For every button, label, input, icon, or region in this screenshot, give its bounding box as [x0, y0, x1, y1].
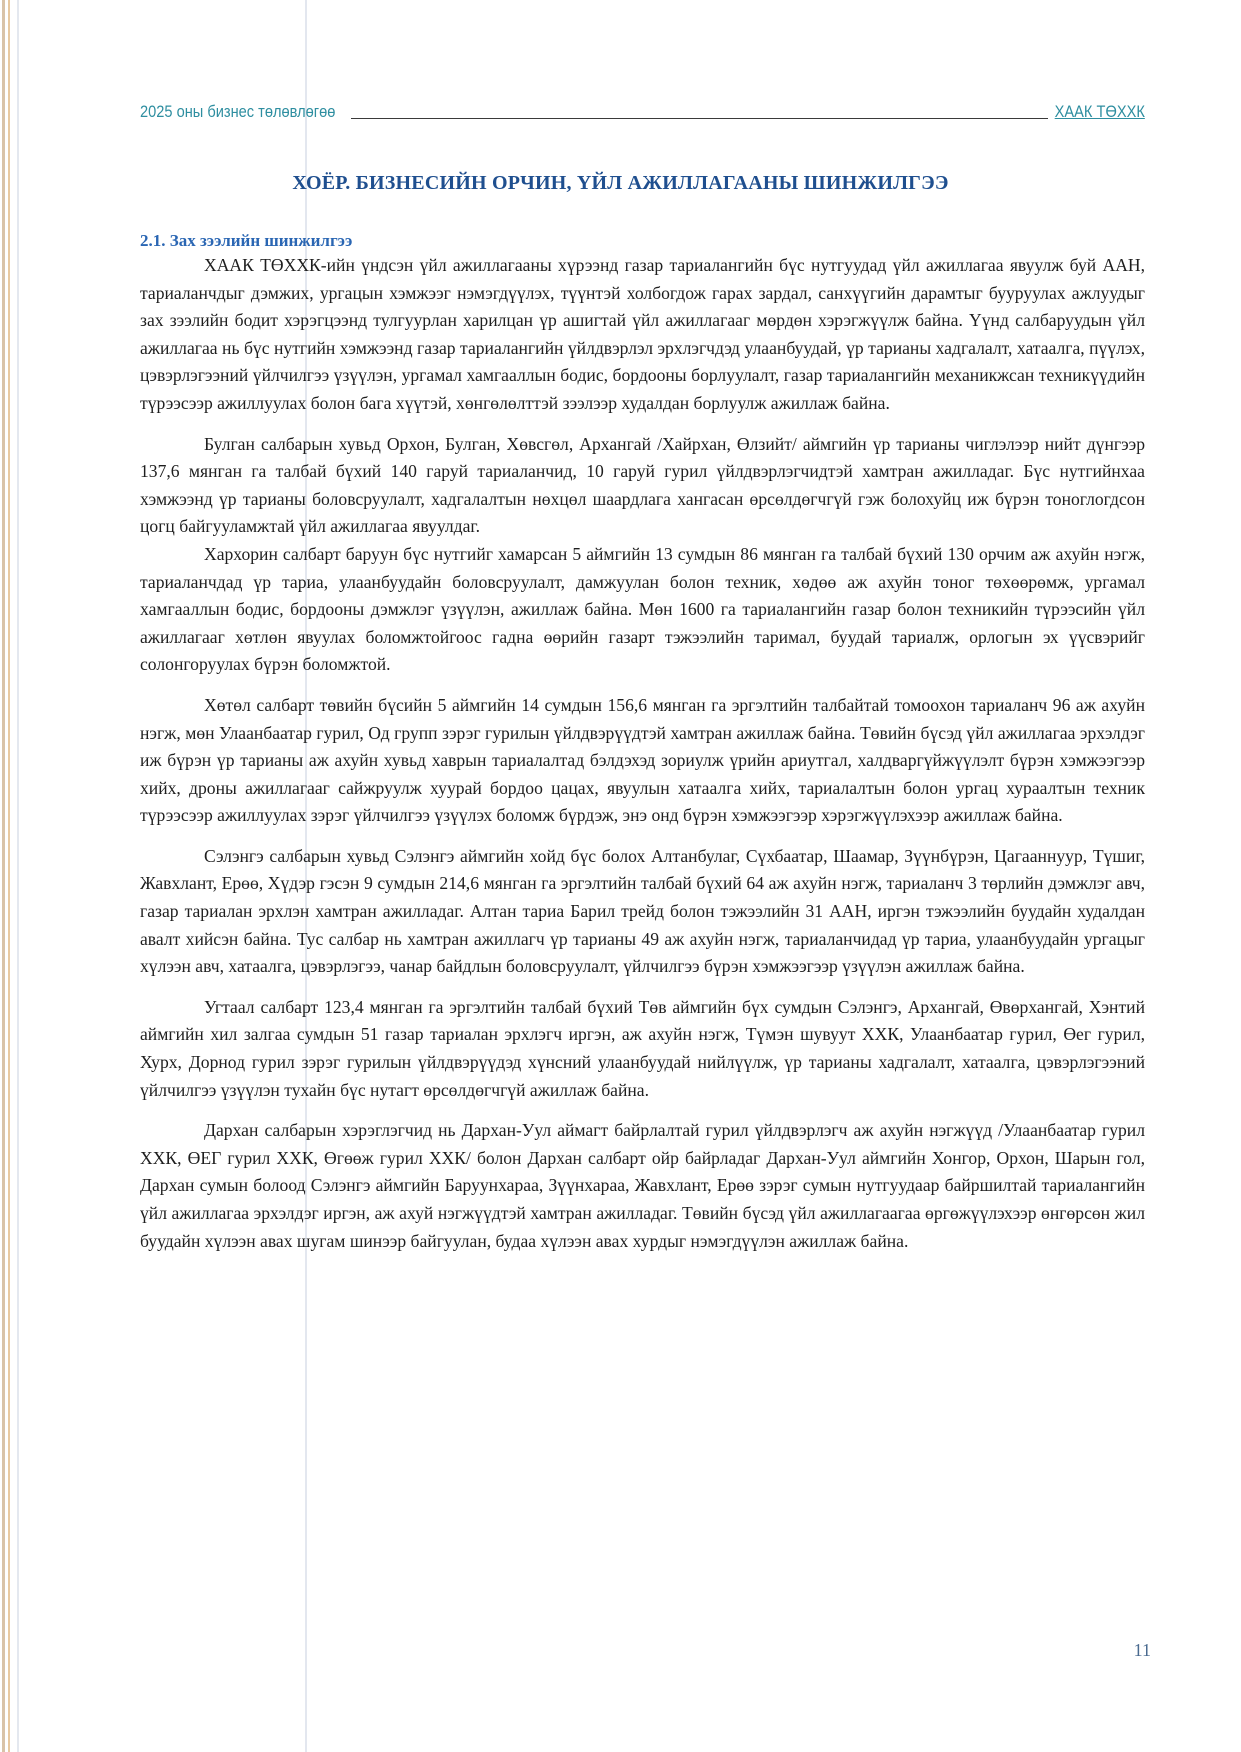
- scan-edge-left: [2, 0, 5, 1752]
- section-title: 2.1. Зах зээлийн шинжилгээ: [140, 231, 353, 250]
- header-company-name: ХААК ТӨХХК: [1054, 102, 1145, 121]
- paragraph-khutul-branch: Хөтөл салбарт төвийн бүсийн 5 аймгийн 14 сумдын 156,6 мянган га эргэлтийн талбайтай томоохон тариаланч 96 аж ахуйн нэгж, мөн Улаанбаатар гурил, Од групп зэрэг гурилын үйлдвэрүүдтэй хамтран ажиллаж байна. Төвийн бүсэд үйл ажиллагаа эрхэлдэг иж бүрэн үр тарианы аж ахуйн хувьд хаврын тариалалтад бэлдэхэд зориулж үрийн ариутгал, халдваргүйжүүлэлт бүрэн хэмжээгээр хийх, дроны ажиллагааг сайжруулж хуурай бордоо цацах, явуулын хатаалга хийх, тариалалтын болон ургац хураалтын техник түрээсээр ажиллуулах зэрэг үйлчилгээ үзүүлэх боломж бүрдэж, энэ онд бүрэн хэмжээгээр хэрэгжүүлэхээр ажиллаж байна.: [140, 694, 1145, 826]
- page-number: 11: [1133, 1640, 1151, 1660]
- paragraph-darkhan-branch: Дархан салбарын хэрэглэгчид нь Дархан-Уул аймагт байрлалтай гурил үйлдвэрлэгч аж ахуйн нэгжүүд /Улаанбаатар гурил ХХК, ӨЕГ гурил ХХК, Өгөөж гурил ХХК/ болон Дархан салбарт ойр байрладаг Дархан-Уул аймгийн Хонгор, Орхон, Шарын гол, Дархан сумын болоод Сэлэнгэ аймгийн Баруунхараа, Зүүнхараа, Жавхлант, Ерөө зэрэг сумын нутгуудаар байршилтай тариалангийн үйл ажиллагаа эрхэлдэг иргэн, аж ахуй нэгжүүдтэй хамтран ажилладаг. Төвийн бүсэд үйл ажиллагаагаа өргөжүүлэхээр өнгөрсөн жил буудайн хүлээн авах шугам шинээр байгуулан, будаа хүлээн авах хурдыг нэмэгдүүлэн ажиллаж байна.: [140, 1120, 1145, 1251]
- scan-edge-left-tint: [8, 0, 10, 1752]
- paragraph-selenge-branch: Сэлэнгэ салбарын хувьд Сэлэнгэ аймгийн хойд бүс болох Алтанбулаг, Сүхбаатар, Шаамар, Зүүнбүрэн, Цагааннуур, Түшиг, Жавхлант, Ерөө, Хүдэр гэсэн 9 сумдын 214,6 мянган га эргэлтийн талбай бүхий 64 аж ахуйн нэгж, тариаланч 3 төрлийн дэмжлэг авч, газар тариалан эрхлэн хамтран ажилладаг. Алтан тариа Барил трейд болон тэжээлийн 31 ААН, иргэн тэжээлийн буудайн худалдан авалт хийсэн байна. Тус салбар нь хамтран ажиллагч үр тарианы 49 аж ахуйн нэгж, тариаланчидад үр тариа, улаанбуудайн ургацыг хүлээн авч, хатаалга, цэвэрлэгээ, чанар байдлын боловсруулалт, үйлчилгээ бүрэн хэмжээгээр үзүүлэн ажиллаж байна.: [140, 845, 1145, 977]
- header-document-title: 2025 оны бизнес төлөвлөгөө: [140, 102, 336, 121]
- running-header: [140, 98, 1145, 122]
- scan-edge-left-shadow: [17, 0, 19, 1752]
- chapter-title: ХОЁР. БИЗНЕСИЙН ОРЧИН, ҮЙЛ АЖИЛЛАГААНЫ ШИНЖИЛГЭЭ: [292, 172, 949, 194]
- paragraph-kharkhorin-branch: Хархорин салбарт баруун бүс нутгийг хамарсан 5 аймгийн 13 сумдын 86 мянган га талбай бүхий 130 орчим аж ахуйн нэгж, тариаланчдад үр тариа, улаанбуудайн боловсруулалт, дамжуулан болон техник, хөдөө аж ахуйн тоног төхөөрөмж, ургамал хамгааллын бодис, бордооны дэмжлэг үзүүлэн, ажиллаж байна. Мөн 1600 га тариалангийн газар болон техникийн түрээсийн үйл ажиллагааг хөтлөн явуулах боломжтойгоос гадна өөрийн газарт тэжээлийн таримал, буудай тариалж, орлогын эх үүсвэрийг солонгоруулах бүрэн боломжтой.: [140, 543, 1145, 675]
- paragraph-bulgan-branch: Булган салбарын хувьд Орхон, Булган, Хөвсгөл, Архангай /Хайрхан, Өлзийт/ аймгийн үр тарианы чиглэлээр нийт дүнгээр 137,6 мянган га талбай бүхий 140 гаруй тариаланчид, 10 гаруй гурил үйлдвэрлэгчидтэй хамтран ажилладаг. Бүс нутгийнхаа хэмжээнд үр тарианы боловсруулалт, хадгалалтын нөхцөл шаардлага хангасан өрсөлдөгчгүй гэж болохуйц иж бүрэн тоноглогдсон цогц байгууламжтай үйл ажиллагаа явуулдаг.: [140, 433, 1145, 537]
- page-body: [140, 228, 1145, 1255]
- paragraph-ugtaal-branch: Угтаал салбарт 123,4 мянган га эргэлтийн талбай бүхий Төв аймгийн бүх сумдын Сэлэнгэ, Архангай, Өвөрхангай, Хэнтий аймгийн хил залгаа сумдын 51 газар тариалан эрхлэгч иргэн, аж ахуйн нэгж, Түмэн шувуут ХХК, Улаанбаатар гурил, Өег гурил, Хурх, Дорнод гурил зэрэг гурилын үйлдвэрүүдэд хүнсний улаанбуудай нийлүүлж, үр тарианы хадгалалт, хатаалга, цэвэрлэгээний үйлчилгээ үзүүлэн тухайн бүс нутагт өрсөлдөгчгүй ажиллаж байна.: [140, 996, 1145, 1100]
- paragraph-overview: ХААК ТӨХХК-ийн үндсэн үйл ажиллагааны хүрээнд газар тариалангийн бүс нутгуудад үйл ажиллагаа явуулж буй ААН, тариаланчдыг дэмжих, ургацын хэмжээг нэмэгдүүлэх, түүнтэй холбогдож гарах зардал, санхүүгийн дарамтыг бууруулах ажлуудыг зах зээлийн бодит хэрэгцээнд тулгуурлан харилцан үр ашигтай үйл ажиллагааг мөрдөн хэрэгжүүлж байна. Үүнд салбаруудын үйл ажиллагаа нь бүс нутгийн хэмжээнд газар тариалангийн үйлдвэрлэл эрхлэгчдэд улаанбуудай, үр тарианы хадгалалт, хатаалга, пүүлэх, цэвэрлэгээний үйлчилгээ үзүүлэн, ургамал хамгааллын бодис, бордооны борлуулалт, газар тариалангийн механикжсан техникүүдийн түрээсээр ажиллуулах болон бага хүүтэй, хөнгөлөлттэй зээлээр худалдан борлуулж ажиллаж байна.: [140, 255, 1145, 413]
- header-rule: [351, 118, 1048, 119]
